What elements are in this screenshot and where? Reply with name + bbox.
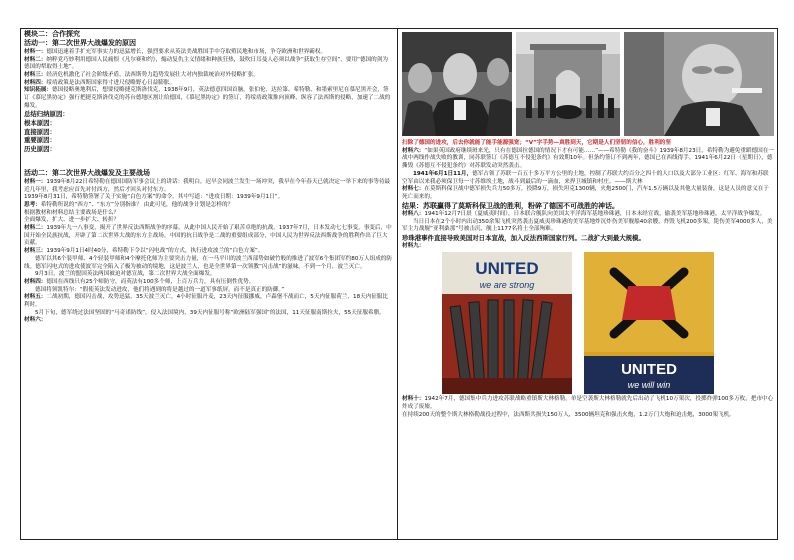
left-column	[24, 30, 392, 538]
column-divider	[397, 28, 398, 540]
a2-order: 1939年8月31日，希特勒签署了关于实施“白色方案”的命令。其中写道：“进攻日期：1939年9月1日”。	[24, 194, 284, 201]
phase-question: 根据教材和材料总结主要战场是什么？	[24, 209, 120, 216]
photo-arc-de-triomphe	[516, 32, 620, 136]
a2-material-5b: 5月下旬，德军绕过法国坚固的“马奇诺防线”，侵入法国境内，39天内征服号称“欧洲陆军强国”的法国，11天征服南斯拉夫，55天征服希腊。	[35, 309, 385, 316]
r-material-6b: 1941年6月1日11月，德军占领了苏联一百五十多万平方公里的土地，控制了苏联大约百分之四十的人口以及大部分工业区：红军、海军和苏联空军由以来我必须保卫每一寸苏维埃土地，战斗到最后的一滴血，来捍卫城镇和村庄。——斯大林	[402, 170, 769, 185]
a1-material-4: 材料四：绥靖政策是法西斯国家得寸进尺侵略野心日益膨胀。	[24, 79, 176, 86]
poster-we-will-win	[584, 252, 714, 394]
module-title: 模块二：合作探究	[24, 30, 80, 38]
r-material-10b: 在持续200天的整个斯大林格勒战役过程中，法西斯共损失150万人，3500辆坦克和强击火炮，1.2万门大炮和迫击炮，3000架飞机。	[402, 411, 735, 418]
activity1-title: 活动一：第二次世界大战爆发的原因	[24, 39, 136, 48]
reason-historical: 历史原因：	[24, 144, 56, 153]
a1-material-1: 材料一：德国迅速着手扩充军事实力的迅猛增长，强烈要求从英法美战胜国手中夺取殖民地和市场，争夺欧洲和世界霸权。	[24, 48, 327, 55]
reason-root: 根本原因：	[24, 119, 56, 128]
poster-strip	[402, 252, 774, 394]
poster2-title: UNITED	[621, 361, 677, 379]
a2-material-3: 材料三：1939年9月1日4时40分，希特勒下令以“闪电战”的方式，执行进攻波兰的“白色方案”。	[24, 248, 264, 255]
r-material-9-label: 材料九：	[402, 242, 425, 249]
r-material-8: 材料八：1941年12月7日晨（夏威夷时间），日本联合舰队向美国太平洋海军基地珍珠港，日本未经宣战，偷袭美军基地珍珠港，太平洋战争爆发。	[402, 211, 766, 218]
reason-important: 重要原因：	[24, 136, 56, 145]
photo-caption: 扫除了德国的进攻，后去你就能了能手能源强宽；“V”字手势—真胜到天，它期是人们坚韧的信心，胜利的坚	[402, 140, 671, 146]
photo-munich-leaders	[402, 32, 512, 136]
r-material-7: 材料七：在莫斯科保卫战中德军损失兵力50多万，投降9万，损失坦克1300辆，火炮2500门，汽车1.5万辆以及其他大量装备，这是人员的意义在于死亡而来的。	[402, 186, 769, 200]
right-column	[402, 30, 774, 538]
moscow-result: 结果：苏联赢得了莫斯科保卫战的胜利，粉碎了德国不可战胜的神话。	[402, 201, 619, 210]
r-material-8b: 当日日本在2个小时内出动350余架飞机突然袭击夏威夷珍珠港的美军基地炸沉炸伤美军舰船40余艘，炸毁飞机200多架，毙伤美军4000多人，美军主力战舰“亚利桑那”号被击沉，舰上1177名将士全部殉难。	[402, 218, 773, 233]
reason-direct: 直接原因：	[24, 127, 56, 136]
a2-material-5: 材料五：二战初期，德国闪击战，攻势迅猛，35天波兰灭亡，4小时征服丹麦，23天内征服挪威，卢森堡不战而亡，5天内征服荷兰，18天内征服比利时。	[24, 294, 389, 309]
a2-material-3b: 德军以其6个装甲师、4个轻装甲师和4个摩托化师为主要突击力量，在一马平川的波兰西部势如破竹般的推进了波军6个集团军约80万人组成的防线。德军闪电式的进攻使波军完全陷入了极为被动的境地，这是波兰人，也是全世界第一次领教“闪击战”的滋味。不到一个月，波兰灭亡。	[24, 255, 392, 270]
knowledge-expansion: 知识拓展：德国侵略奥地利后，想要侵略捷克斯洛伐克，1938年9月，英法德意四国首脑，张伯伦、达拉第、希特勒、和墨索里尼在慕尼黑开会，签订《慕尼黑协定》强行把捷克斯洛伐克的苏台德地区割让给德国，《慕尼黑协定》的签订，将绥靖政策推向顶峰，纵容了法西斯的侵略，加速了二战的爆发。	[24, 87, 391, 109]
a2-material-4: 材料四：德国在西线只有25个师防守，而英法有100多个师，上百万兵力，具有压倒性优势。	[24, 278, 255, 285]
think-question: 思考：希特勒所说的“西方”、“东方”分别指谁？ 由此可见，他的战争计划是怎样的？	[24, 201, 234, 208]
r-material-6: 材料六：“如果英国政府继续斑来光，只有在德国拉德国的情况下才有可能……”——希特勒《我的奋斗》1939年8月23日，希特勒为避免重蹈德国在一战中两线作战失败的教训，同苏联签订《苏德互不侵犯条约》有效期10年。但条约签订不到两年，德国已在西线得手。1941年6月22日（星期日），德撕毁《苏德互不侵犯条约》对苏联发动突然袭击。	[402, 147, 774, 170]
a1-material-3: 材料三：经济危机激化了社会阶级矛盾，法西斯势力趋势发展壮大对内独裁统治对外侵略扩张。	[24, 71, 259, 78]
pearl-harbor-conclusion: 珍珠港事件直接导致美国对日本宣战，加入反法西斯国家行列。二战扩大到最大规模。	[402, 234, 645, 243]
expansion-prompt: 全面爆发、扩大、进一步扩大、转折？	[24, 217, 120, 224]
a1-material-2: 材料二：纳粹党巧妙利用德国人民痛恨《凡尔赛和约》，煽动复仇主义情绪和种族狂热，鼓吹日耳曼人必须以战争“获取生存空间”，要用“德国的剑为德国的犁取得土地”。	[24, 56, 388, 71]
activity2-title: 活动二：第二次世界大战爆发及主要战场	[24, 169, 150, 178]
summary-title: 总结归纳原因：	[24, 110, 69, 119]
a2-material-1: 材料一：1939年8月22日希特勒在德国国防军事会议上的讲话：我明白，迟早会同波兰发生一场冲突，我早在今年春天已就决定一举下来的事等待最近几年里，我考虑应首先对付西方，然后才回头对付东方。	[24, 178, 391, 193]
poster2-subtitle: we will win	[627, 380, 671, 391]
r-material-10: 材料十：1942年7月，德国集中兵力进攻苏联战略重镇斯大林格勒。单是空袭斯大林格勒就先后出动了飞机10万架次，投掷炸弹100多万枚，把市中心炸成了废墟。	[402, 396, 774, 411]
photo-strip	[402, 32, 774, 138]
poster1-subtitle: we are strong	[479, 280, 535, 291]
a2-material-3c: 9月3日，波兰的盟国英法两国被迫对德宣战，第二次世界大战全面爆发。	[35, 271, 216, 278]
photo-churchill	[624, 32, 774, 136]
poster-we-are-strong	[442, 252, 572, 394]
a2-material-6-label: 材料六：	[24, 317, 47, 324]
poster1-title: UNITED	[475, 259, 539, 279]
a2-material-4b: 德国将领凯特尔：“假使英法发动进攻，他们将遇到的将是越过的一道军事纸屏，而不是真正的防御。”	[35, 286, 285, 293]
a2-material-2: 材料二：1939年九一八事变，揭开了世界反法西斯战争的序幕，从此中国人民开始了艰苦卓绝的抗战。1937年7月，日本发动七七事变，事变后，中国开始全民族抗战，开辟了第二次世界大战的东方主战场。中国的抗日战争是二战的重要组成部分，中国人民为世界反法西斯战争的胜利作出了巨大贡献。	[24, 225, 392, 247]
